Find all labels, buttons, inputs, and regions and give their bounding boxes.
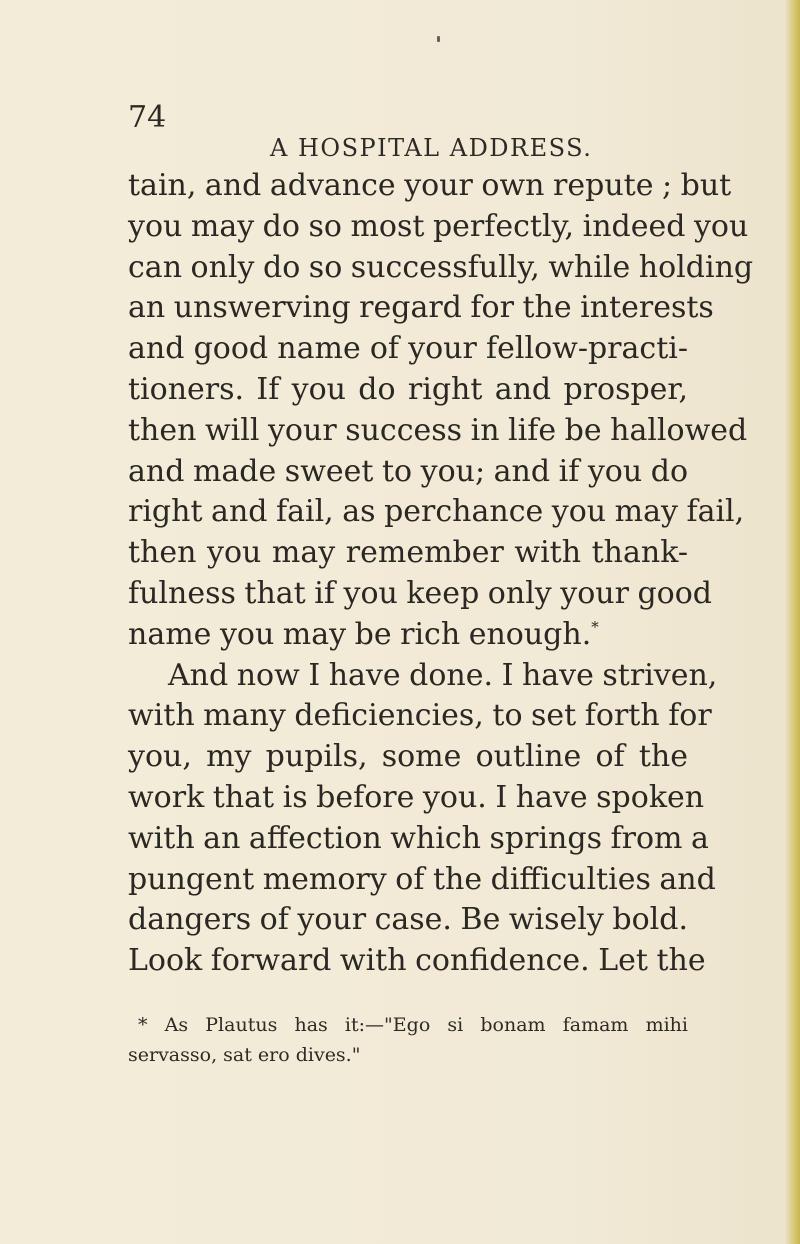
running-title: A HOSPITAL ADDRESS. xyxy=(270,134,593,162)
text-line: tain, and advance your own repute ; but xyxy=(128,168,732,203)
text-line: then will your success in life be hallowed xyxy=(128,412,748,448)
footnote-line: servasso, sat ero dives." xyxy=(128,1044,361,1066)
text-line: fulness that if you keep only your good xyxy=(128,575,713,611)
footnote-marker: * xyxy=(591,617,599,636)
text-line: pungent memory of the difficulties and xyxy=(128,861,716,897)
text-line: with an affection which springs from a xyxy=(128,820,709,856)
text-line: you, my pupils, some outline of the xyxy=(128,739,688,775)
page-number: 74 xyxy=(128,100,167,135)
paragraph-start-line: And now I have done. I have striven, xyxy=(168,657,718,693)
body-text xyxy=(128,166,754,982)
text-line: then you may remember with thank- xyxy=(128,535,688,571)
print-mark xyxy=(437,36,440,42)
text-line-with-footnote xyxy=(128,615,688,656)
text-line: dangers of your case. Be wisely bold. xyxy=(128,902,688,938)
footnote xyxy=(128,1010,688,1070)
text-line: tioners. If you do right and prosper, xyxy=(128,371,688,407)
text-line: right and fail, as perchance you may fail, xyxy=(128,494,745,530)
footnote-line: * As Plautus has it:—"Ego si bonam famam mihi xyxy=(138,1014,688,1036)
text-line: and good name of your fellow-practi- xyxy=(128,331,688,367)
page-edge xyxy=(786,0,800,1244)
text-line-content: name you may be rich enough. xyxy=(128,616,592,652)
text-line: with many deficiencies, to set forth for xyxy=(128,698,712,734)
text-line: can only do so successfully, while holding xyxy=(128,249,754,285)
text-line: and made sweet to you; and if you do xyxy=(128,453,688,489)
text-line: an unswerving regard for the interests xyxy=(128,290,714,326)
text-line: you may do so most perfectly, indeed you xyxy=(128,208,749,244)
text-line: work that is before you. I have spoken xyxy=(128,779,705,815)
text-line: Look forward with confidence. Let the xyxy=(128,943,706,979)
